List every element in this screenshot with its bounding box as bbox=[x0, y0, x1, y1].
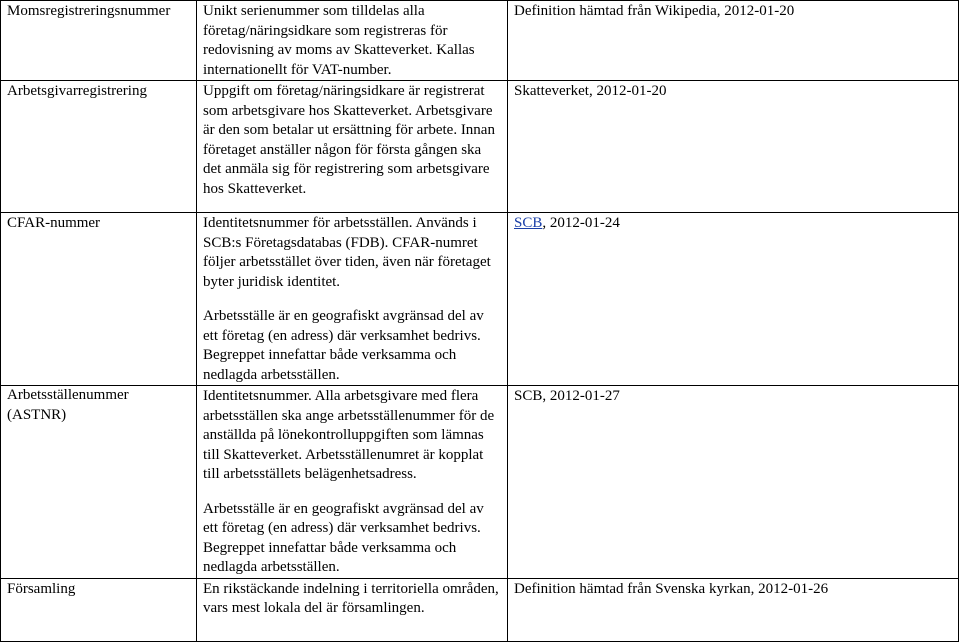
source-cell bbox=[508, 213, 959, 386]
term-cell: Arbetsgivarregistrering bbox=[1, 81, 197, 213]
term-text: Arbetsställenummer (ASTNR) bbox=[7, 387, 129, 423]
source-cell: Skatteverket, 2012-01-20 bbox=[508, 81, 959, 213]
term-cell: Momsregistreringsnummer bbox=[1, 1, 197, 81]
definition-text: Identitetsnummer för arbetsställen. Används i SCB:s Företagsdatabas (FDB). CFAR-numret följer arbetsstället över tiden, även när företaget byter juridisk identitet. bbox=[203, 215, 491, 290]
definition-text: En rikstäckande indelning i territoriella områden, vars mest lokala del är församlingen. bbox=[203, 580, 499, 616]
definition-text: Uppgift om företag/näringsidkare är registrerat som arbetsgivare hos Skatteverket. Arbetsgivare är den som betalar ut ersättning för arbete. Innan företaget anställer någon för första gången ska det anmäla sig för registrering som arbetsgivare hos Skatteverket. bbox=[203, 83, 495, 197]
table-row bbox=[1, 386, 959, 579]
definition-cell bbox=[197, 213, 508, 386]
term-cell bbox=[1, 386, 197, 579]
term-cell: Församling bbox=[1, 578, 197, 641]
scb-source-link[interactable]: SCB bbox=[514, 215, 543, 231]
source-cell: Definition hämtad från Wikipedia, 2012-01-20 bbox=[508, 1, 959, 81]
definition-text: Arbetsställe är en geografiskt avgränsad del av ett företag (en adress) där verksamhet bedrivs. Begreppet innefattar både verksamma och nedlagda arbetsställen. bbox=[203, 500, 484, 575]
definition-text: Identitetsnummer. Alla arbetsgivare med flera arbetsställen ska ange arbetsställenummer för de anställda på lönekontrolluppgiften som lämnas till Skatteverket. Arbetsställenumret är kopplat till arbetsställets belägenhetsadress. bbox=[203, 388, 495, 482]
term-cell: CFAR-nummer bbox=[1, 213, 197, 386]
definition-cell bbox=[197, 81, 508, 213]
source-date: , 2012-01-24 bbox=[542, 215, 620, 231]
table-row bbox=[1, 578, 959, 641]
definition-text: Unikt serienummer som tilldelas alla företag/näringsidkare som registreras för redovisning av moms av Skatteverket. Kallas internationellt för VAT-number. bbox=[203, 3, 475, 78]
definition-cell bbox=[197, 386, 508, 579]
table-row bbox=[1, 1, 959, 81]
source-cell: SCB, 2012-01-27 bbox=[508, 386, 959, 579]
table-row bbox=[1, 81, 959, 213]
definition-text: Arbetsställe är en geografiskt avgränsad del av ett företag (en adress) där verksamhet bedrivs. Begreppet innefattar både verksamma och nedlagda arbetsställen. bbox=[203, 308, 484, 383]
definition-cell bbox=[197, 1, 508, 81]
source-cell: Definition hämtad från Svenska kyrkan, 2012-01-26 bbox=[508, 578, 959, 641]
definition-cell bbox=[197, 578, 508, 641]
table-row bbox=[1, 213, 959, 386]
